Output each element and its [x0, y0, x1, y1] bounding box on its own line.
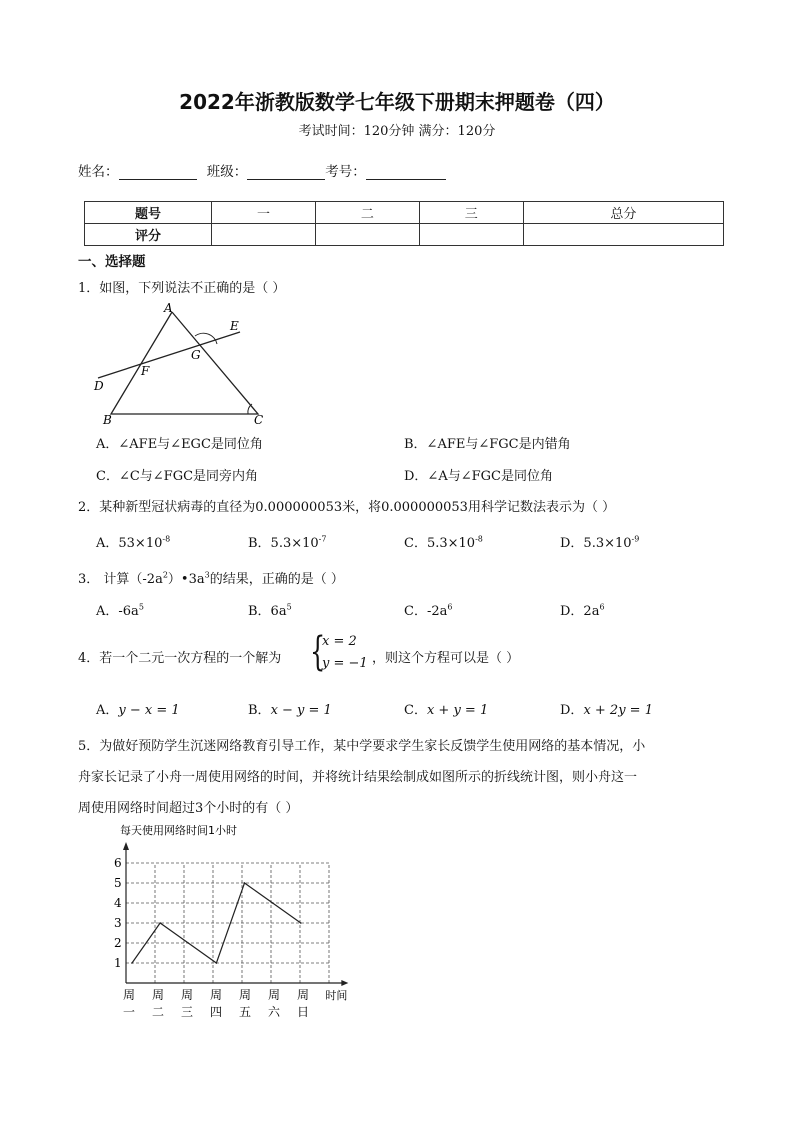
x-tick-label-top: 周 — [152, 988, 165, 1002]
student-info — [78, 160, 446, 180]
x-tick-label-bottom: 一 — [123, 1005, 136, 1019]
q3-option-c[interactable] — [404, 600, 452, 619]
label-d: D — [94, 379, 104, 393]
score-cell[interactable] — [212, 224, 316, 246]
system-brace: { — [310, 629, 326, 675]
q1-option-a[interactable]: A．∠AFE与∠EGC是同位角 — [96, 437, 263, 452]
q3-stem-exp2: 3 — [204, 570, 210, 580]
section-heading: 一、选择题 — [78, 254, 146, 270]
q3-option-d[interactable] — [560, 600, 605, 619]
class-blank[interactable] — [247, 165, 325, 180]
number-blank[interactable] — [366, 165, 446, 180]
q3-option-a-exp: 5 — [138, 602, 144, 612]
data-point — [244, 882, 246, 884]
q3-option-a-base: A．-6a — [96, 604, 139, 619]
q4-option-b[interactable] — [248, 699, 332, 718]
q2-option-d[interactable] — [560, 532, 639, 551]
x-tick-label-bottom: 四 — [210, 1005, 223, 1019]
x-tick-label-top: 周 — [210, 988, 223, 1002]
data-point — [187, 942, 189, 944]
question-4-stem-suffix: ，则这个方程可以是（ ） — [372, 651, 520, 666]
page-title: 2022年浙教版数学七年级下册期末押题卷（四） — [179, 90, 615, 114]
q2-option-d-exp: -9 — [631, 534, 640, 544]
q4-option-c-label: C． — [404, 703, 427, 718]
label-c: C — [254, 413, 264, 427]
x-axis-label: 时间 — [325, 989, 348, 1002]
x-tick-label-top: 周 — [181, 988, 194, 1002]
question-4-stem-prefix: 4．若一个二元一次方程的一个解为 — [78, 651, 282, 666]
score-table — [84, 201, 724, 246]
score-row-label: 评分 — [85, 224, 212, 246]
q2-option-a-base: A．53×10 — [96, 536, 163, 551]
q3-option-c-exp: 6 — [447, 602, 453, 612]
exam-subtitle: 考试时间：120分钟 满分：120分 — [298, 124, 496, 139]
chart-grid — [126, 863, 329, 983]
x-tick-label-top: 周 — [268, 988, 281, 1002]
question-5-line-1: 5．为做好预防学生沉迷网络教育引导工作，某中学要求学生家长反馈学生使用网络的基本情况，小 — [78, 739, 646, 754]
x-tick-label-bottom: 五 — [239, 1005, 252, 1019]
chart-axes — [123, 842, 348, 986]
q2-option-b-base: B．5.3×10 — [248, 536, 319, 551]
x-tick-label-bottom: 二 — [152, 1005, 165, 1019]
triangle-figure — [88, 300, 288, 428]
question-5-line-3: 周使用网络时间超过3个小时的有（ ） — [78, 801, 299, 816]
label-e: E — [230, 319, 239, 333]
score-cell[interactable] — [419, 224, 523, 246]
x-tick-label-top: 周 — [239, 988, 252, 1002]
q1-option-d[interactable]: D．∠A与∠FGC是同位角 — [404, 469, 553, 484]
line-chart — [90, 820, 360, 1026]
score-header-cell: 一 — [212, 202, 316, 224]
y-tick-label: 6 — [114, 856, 122, 870]
x-tick-label-top: 周 — [123, 988, 136, 1002]
q2-option-c[interactable] — [404, 532, 483, 551]
y-tick-label: 3 — [114, 916, 122, 930]
q4-option-a-label: A． — [96, 703, 119, 718]
question-5-line-2: 舟家长记录了小舟一周使用网络的时间，并将统计结果绘制成如图所示的折线统计图，则小舟这一 — [78, 770, 638, 785]
q1-option-c[interactable]: C．∠C与∠FGC是同旁内角 — [96, 469, 259, 484]
q2-option-c-base: C．5.3×10 — [404, 536, 476, 551]
x-tick-label-bottom: 三 — [181, 1005, 194, 1019]
q2-option-d-base: D．5.3×10 — [560, 536, 632, 551]
q4-option-d[interactable] — [560, 699, 653, 718]
system-line-1: x = 2 — [322, 634, 357, 649]
q3-option-d-base: D．2a — [560, 604, 600, 619]
q4-option-a-expr: y − x = 1 — [118, 703, 180, 718]
x-tick-label-top: 周 — [297, 988, 310, 1002]
q4-option-b-expr: x − y = 1 — [270, 703, 332, 718]
q2-option-c-exp: -8 — [475, 534, 483, 544]
chart-y-ticks — [114, 856, 122, 970]
y-axis-arrow — [123, 842, 129, 850]
score-cell[interactable] — [315, 224, 419, 246]
q4-option-b-label: B． — [248, 703, 271, 718]
score-table-row — [85, 202, 724, 224]
question-3-stem — [78, 568, 344, 587]
class-label: 班级： — [206, 164, 248, 180]
q4-option-d-expr: x + 2y = 1 — [583, 703, 653, 718]
q3-option-b-base: B．6a — [248, 604, 287, 619]
label-f: F — [141, 364, 150, 378]
q3-option-b[interactable] — [248, 600, 292, 619]
data-point — [159, 922, 161, 924]
q2-option-b-exp: -7 — [318, 534, 327, 544]
y-tick-label: 5 — [114, 876, 122, 890]
y-tick-label: 4 — [114, 896, 122, 910]
score-table-row — [85, 224, 724, 246]
data-point — [300, 922, 302, 924]
score-header-cell: 题号 — [85, 202, 212, 224]
q2-option-b[interactable] — [248, 532, 326, 551]
label-b: B — [103, 413, 112, 427]
q3-option-d-exp: 6 — [599, 602, 605, 612]
q3-option-b-exp: 5 — [286, 602, 292, 612]
y-tick-label: 1 — [114, 956, 122, 970]
x-axis-arrow — [341, 980, 348, 986]
transversal-line — [98, 332, 240, 378]
question-1-stem: 1．如图，下列说法不正确的是（ ） — [78, 281, 286, 296]
score-cell[interactable] — [523, 224, 723, 246]
q3-stem-suffix: 的结果，正确的是（ ） — [209, 572, 344, 587]
data-point — [272, 902, 274, 904]
label-g: G — [191, 348, 201, 362]
system-line-2: y = −1 — [322, 656, 368, 671]
name-label: 姓名： — [78, 164, 119, 180]
q4-option-c[interactable] — [404, 699, 488, 718]
q3-stem-mid: ）•3a — [167, 572, 205, 587]
q3-stem-exp1: 2 — [162, 570, 168, 580]
q3-option-c-base: C．-2a — [404, 604, 448, 619]
score-header-cell: 总分 — [523, 202, 723, 224]
q4-option-a[interactable] — [96, 699, 180, 718]
name-blank[interactable] — [119, 165, 197, 180]
label-a: A — [164, 301, 173, 315]
q2-option-a[interactable] — [96, 532, 170, 551]
q3-stem-prefix: 3． 计算（-2a — [78, 572, 163, 587]
q3-option-a[interactable] — [96, 600, 144, 619]
data-point — [216, 962, 218, 964]
question-2-stem: 2．某种新型冠状病毒的直径为0.000000053米，将0.000000053用科学记数法表示为（ ） — [78, 500, 616, 515]
score-header-cell: 三 — [419, 202, 523, 224]
x-tick-label-bottom: 六 — [268, 1005, 281, 1019]
number-label: 考号： — [325, 164, 366, 180]
q4-option-d-label: D． — [560, 703, 584, 718]
chart-x-ticks — [123, 988, 309, 1019]
q4-option-c-expr: x + y = 1 — [426, 703, 489, 718]
chart-title: 每天使用网络时间1小时 — [120, 824, 237, 837]
score-header-cell: 二 — [315, 202, 419, 224]
y-tick-label: 2 — [114, 936, 122, 950]
data-point — [131, 962, 133, 964]
q1-option-b[interactable]: B．∠AFE与∠FGC是内错角 — [404, 437, 571, 452]
q2-option-a-exp: -8 — [162, 534, 171, 544]
x-tick-label-bottom: 日 — [297, 1005, 310, 1019]
